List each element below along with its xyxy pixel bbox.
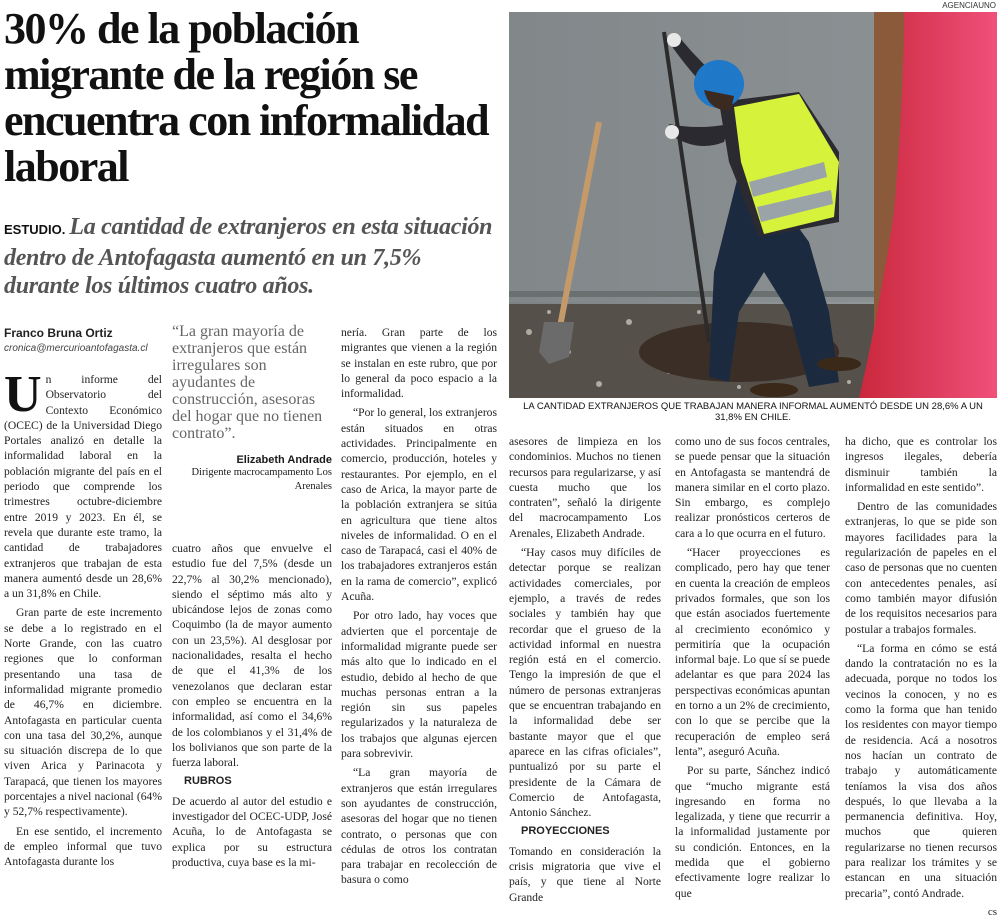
- col4-paragraph-1: asesores de limpieza en los condominios. Muchos no tienen recursos para regularizarse, y así cuesta mucho que los contraten”, señaló la dirigente del macrocampamento Los Arenales, Elizabeth Andrade.: [509, 435, 661, 540]
- deck-text: La cantidad de extranjeros en esta situación dentro de Antofagasta aumentó en un 7,5% durante los últimos cuatro años.: [4, 214, 493, 299]
- section-tag: ESTUDIO.: [4, 222, 66, 237]
- col6-paragraph-2: Dentro de las comunidades extranjeras, lo que se pide son mayores facilidades para la regularización de papeles en el caso de personas que no cuenten con antecedentes penales, así como también mayor difusión de los requisitos necesarios para postular a trabajos formales.: [845, 500, 997, 636]
- photo-credit: AGENCIAUNO: [942, 1, 996, 10]
- pull-quote: [172, 323, 332, 494]
- col4-paragraph-3: Tomando en consideración la crisis migratoria que vive el país, y que tiene al Norte Grande: [509, 844, 661, 904]
- col1-paragraph-3: En ese sentido, el incremento de empleo informal que tuvo Antofagasta durante los: [4, 824, 162, 869]
- subhead-rubros: RUBROS: [184, 775, 232, 788]
- photo-illustration: [509, 12, 997, 398]
- pull-quote-text: “La gran mayoría de extranjeros que están irregulares son ayudantes de construcción, asesoras del hogar que no tienen contrato”.: [172, 323, 323, 442]
- col5-paragraph-3: Por su parte, Sánchez indicó que “mucho migrante está ingresando en forma no legalizada, y tiene que recurrir a la informalidad justamente por su condición. Entonces, en la medida que el gobierno efectivamente logre realizar lo que: [675, 764, 830, 900]
- headline: 30% de la población migrante de la región se encuentra con informalidad laboral: [4, 4, 489, 191]
- photo-caption: LA CANTIDAD EXTRANJEROS QUE TRABAJAN MANERA INFORMAL AUMENTÓ DESDE UN 28,6% A UN 31,8% EN CHILE.: [523, 401, 983, 423]
- column-2: [172, 541, 332, 874]
- col2-paragraph-2: De acuerdo al autor del estudio e investigador del OCEC-UDP, José Acuña, lo de Antofagasta se explica por su estructura productiva, cuya base es la mi-: [172, 794, 332, 869]
- column-5: [675, 434, 830, 905]
- col3-paragraph-1: nería. Gran parte de los migrantes que vienen a la región se instalan en este rubro, que por lo general da poco espacio a la informalidad.: [341, 326, 497, 401]
- col6-paragraph-3: “La forma en cómo se está dando la contratación no es la adecuada, porque no todos los vecinos la conocen, y no es como la forma que han tenido los residentes con mayor tiempo de residencia. Acá a nosotros nos hacían un contrato de trabajo y automáticamente teníamos la visa dos años después, lo que llevaba a la permanencia definitiva. Hoy, muchos que quieren regularizarse no tienen recursos para realizar los trámites y se estancan en una situación precaria”, contó Andrade.: [845, 641, 997, 900]
- column-1: [4, 366, 162, 874]
- col3-paragraph-3: Por otro lado, hay voces que advierten que el porcentaje de informalidad migrante puede ser más alto que lo indicado en el estudio, debido al hecho de que muchas personas entran a la región sin sus papeles regularizados y la naturaleza de los trabajos que algunas ejercen para sobrevivir.: [341, 609, 497, 761]
- col1-paragraph-2: Gran parte de este incremento se debe a lo registrado en el Norte Grande, con las cuatro regiones que lo conforman presentando una tasa de informalidad migrante promedio de 46,7% en diciembre. Antofagasta en particular cuenta con una tasa del 30,2%, aunque su situación discrepa de lo que viven Arica y Parinacota y Tarapacá, que tienen los mayores porcentajes a nivel nacional (64% y 52,7% respectivamente).: [4, 606, 162, 819]
- pull-quote-role: Dirigente macrocampamento Los Arenales: [191, 467, 332, 492]
- col6-paragraph-1: ha dicho, que es controlar los ingresos ilegales, debería disminuir también la informalidad en este sentido”.: [845, 435, 997, 494]
- col4-paragraph-2: “Hay casos muy difíciles de detectar porque se realizan actividades comerciales, por ejemplo, a través de redes sociales y también hay que recordar que el grueso de la actividad informal en nuestra región está en el comercio. Tengo la impresión de que el número de personas extranjeras que se encuentran trabajando en la informalidad debe ser bastante mayor que el que aparece en las cifras oficiales”, puntualizó por su parte el presidente de la Cámara de Comercio de Antofagasta, Antonio Sánchez.: [509, 546, 661, 820]
- column-4: [509, 434, 661, 909]
- col3-paragraph-4: “La gran mayoría de extranjeros que están irregulares son ayudantes de construcción, asesoras del hogar que no tienen contrato, o personas que con cédulas de otros los contratan para trabajar en recolección de basura o como: [341, 766, 497, 887]
- subhead-proyecciones: PROYECCIONES: [521, 825, 610, 838]
- col2-paragraph-1: cuatro años que envuelve el estudio fue del 7,5% (desde un 22,7% al 30,2% mencionado), siendo el séptimo más alto y ubicándose lejos de zonas como Coquimbo (la de mayor aumento con un 23,5%). Al desglosar por nacionalidades, resalta el hecho de que el 41,3% de los venezolanos que declaran estar con empleo se encuentra en la informalidad, así como el 34,6% de los colombianos y el 31,4% de los bolivianos que son parte de la fuerza laboral.: [172, 542, 332, 770]
- author-email[interactable]: cronica@mercurioantofagasta.cl: [4, 343, 148, 354]
- drop-cap: U: [4, 366, 42, 423]
- column-3: [341, 325, 497, 892]
- signoff: cs: [987, 905, 997, 918]
- col3-paragraph-2: “Por lo general, los extranjeros están situados en otras actividades. Principalmente en comercio, producción, hoteles y restaurantes. Por ejemplo, en el caso de Arica, la mayor parte de la población extranjera se sitúa en agricultura que tiene altos niveles de informalidad. O en el caso de Tarapacá, casi el 40% de los trabajadores extranjeros están en la rama de comercio”, explicó Acuña.: [341, 406, 497, 604]
- column-6: [845, 434, 997, 920]
- pull-quote-name: Elizabeth Andrade: [236, 454, 332, 466]
- byline: [4, 326, 174, 354]
- col5-paragraph-2: “Hacer proyecciones es complicado, pero hay que tener en cuenta la creación de empleos privados formales, que son los que están asociados fuertemente al crecimiento económico y permitiría que la ocupación informal baje. Lo que sí se puede adelantar es que para 2024 las perspectivas económicas apuntan en torno a un 2% de crecimiento, con lo que se percibe que la recuperación de empleo será lenta”, aseguró Acuña.: [675, 546, 830, 758]
- col1-paragraph-1: n informe del Observatorio del Contexto Económico (OCEC) de la Universidad Diego Portales analizó en detalle la informalidad laboral en la población migrante del país en el periodo que comprende los trimestres octubre-diciembre entre 2019 y 2023. En él, se revela que durante este tramo, la cantidad de trabajadores extranjeros que trabajan de esta manera aumentó desde un 28,6% a un 31,8% en Chile.: [4, 373, 162, 601]
- article-photo: [509, 12, 997, 398]
- col5-paragraph-1: como uno de sus focos centrales, se puede pensar que la situación en Antofagasta se mantendrá de manera similar en el corto plazo. Sin embargo, es complejo realizar pronósticos certeros de cara a lo que ocurra en el futuro.: [675, 435, 830, 540]
- deck: [4, 213, 500, 300]
- author-name: Franco Bruna Ortiz: [4, 326, 113, 340]
